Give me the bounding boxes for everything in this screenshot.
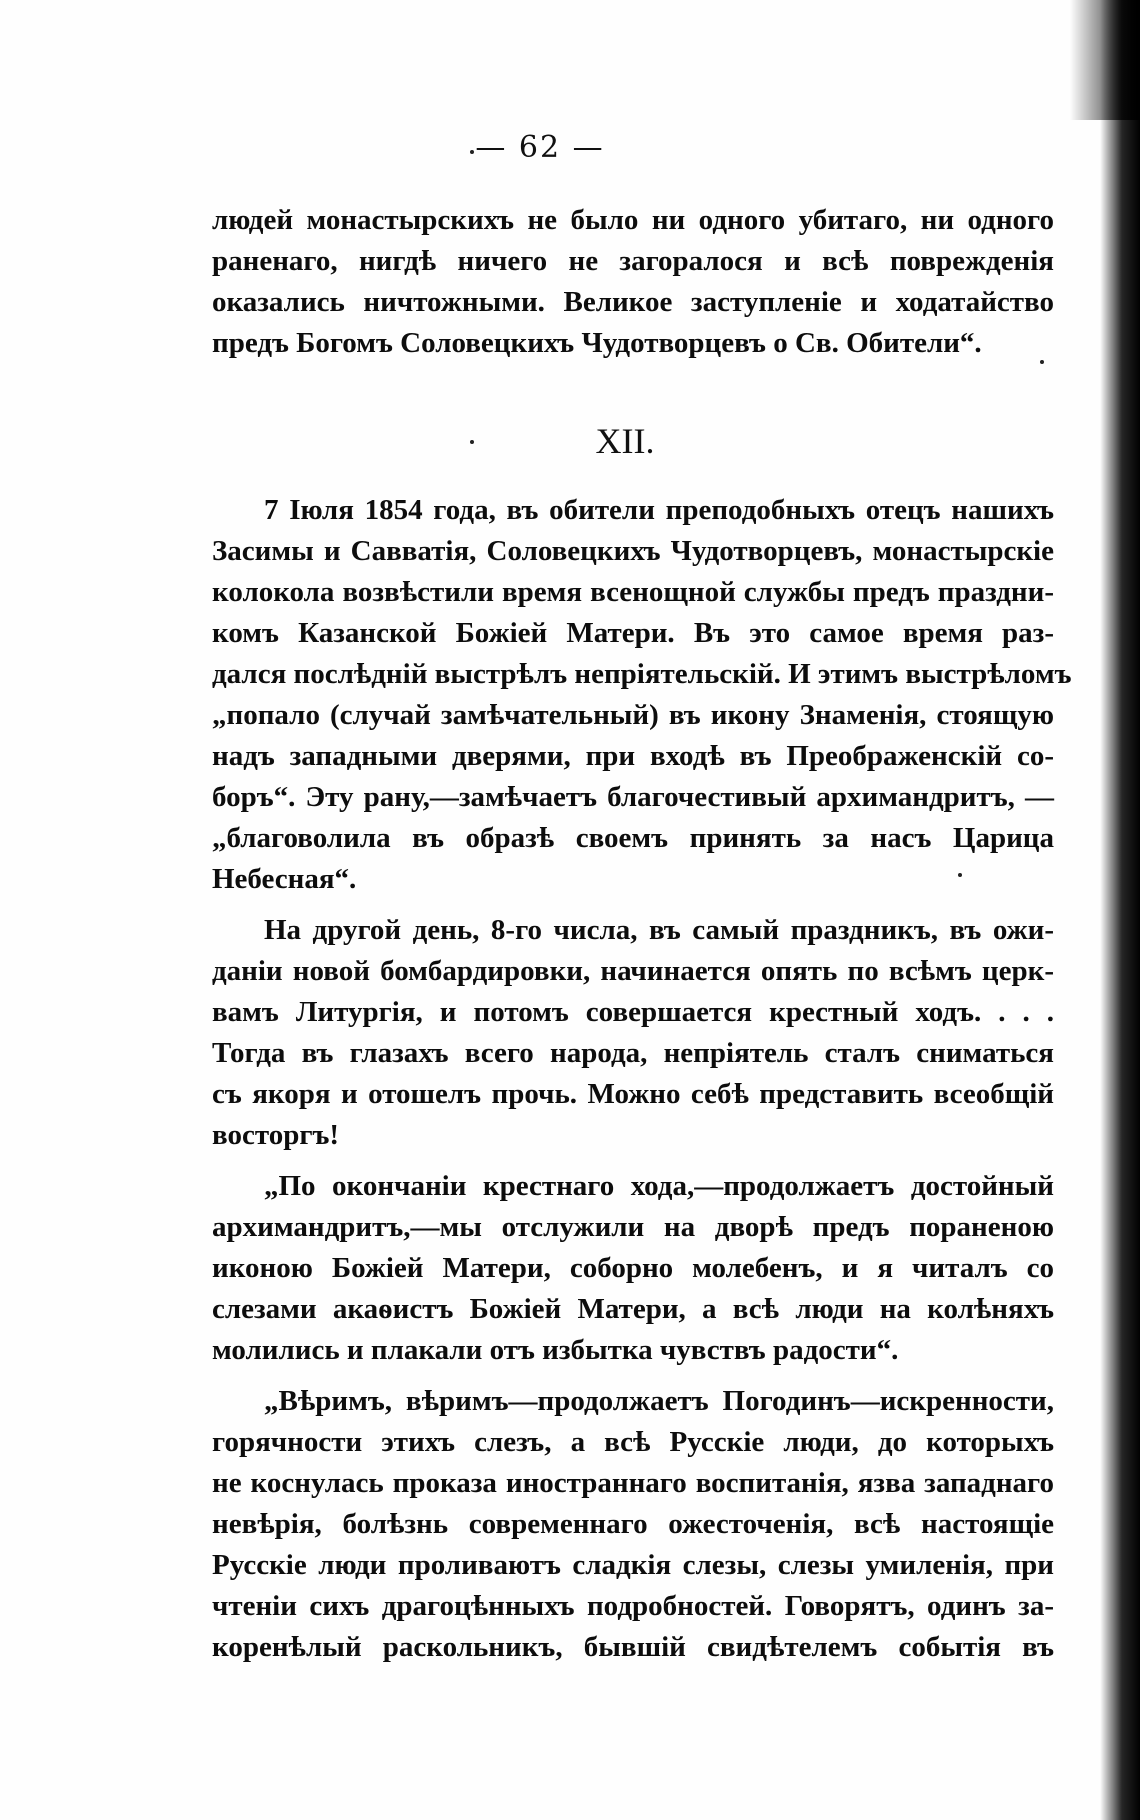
- scan-shadow-corner: [1070, 0, 1140, 120]
- text-line: слезами акаѳистъ Божіей Матери, а всѣ люди на колѣняхъ: [212, 1293, 1054, 1325]
- text-line: предъ Богомъ Соловецкихъ Чудотворцевъ о Св. Обители“.: [212, 327, 982, 359]
- text-line: комъ Казанской Божіей Матери. Въ это самое время раз-: [212, 617, 1054, 649]
- paragraph: [212, 1381, 1054, 1668]
- text-line: архимандритъ,—мы отслужили на дворѣ предъ пораненою: [212, 1211, 1054, 1243]
- text-line: боръ“. Эту рану,—замѣчаетъ благочестивый архимандритъ, —: [212, 781, 1054, 813]
- text-line: На другой день, 8-го числа, въ самый праздникъ, въ ожи-: [264, 914, 1054, 946]
- text-line: вамъ Литургія, и потомъ совершается крестный ходъ. . . .: [212, 996, 1054, 1028]
- text-line: Тогда въ глазахъ всего народа, непріятель сталъ сниматься: [212, 1037, 1054, 1069]
- text-line: „попало (случай замѣчательный) въ икону Знаменія, стоящую: [212, 699, 1054, 731]
- text-line: даніи новой бомбардировки, начинается опять по всѣмъ церк-: [212, 955, 1054, 987]
- continued-paragraph: [212, 200, 1054, 364]
- text-line: людей монастырскихъ не было ни одного убитаго, ни одного: [212, 204, 1054, 236]
- text-line: „По окончаніи крестнаго хода,—продолжаетъ достойный: [264, 1170, 1054, 1202]
- text-line: невѣрія, болѣзнь современнаго ожесточенія, всѣ настоящіе: [212, 1508, 1054, 1540]
- text-line: Засимы и Савватія, Соловецкихъ Чудотворцевъ, монастырскіе: [212, 535, 1054, 567]
- text-line: Небесная“.: [212, 863, 357, 895]
- text-line: горячности этихъ слезъ, а всѣ Русскіе люди, до которыхъ: [212, 1426, 1054, 1458]
- text-line: молились и плакали отъ избытка чувствъ радости“.: [212, 1334, 899, 1366]
- text-line: восторгъ!: [212, 1119, 340, 1151]
- text-line: колокола возвѣстили время всенощной службы предъ праздни-: [212, 576, 1054, 608]
- text-line: чтеніи сихъ драгоцѣнныхъ подробностей. Говорятъ, одинъ за-: [212, 1590, 1054, 1622]
- text-line: „благоволила въ образѣ своемъ принять за насъ Царица: [212, 822, 1054, 854]
- text-line: 7 Іюля 1854 года, въ обители преподобныхъ отецъ нашихъ: [264, 494, 1054, 526]
- text-line: „Вѣримъ, вѣримъ—продолжаетъ Погодинъ—искренности,: [264, 1385, 1054, 1417]
- text-line: Русскіе люди проливаютъ сладкія слезы, слезы умиленія, при: [212, 1549, 1054, 1581]
- text-line: раненаго, нигдѣ ничего не загоралося и всѣ поврежденія: [212, 245, 1054, 277]
- scan-shadow-edge: [1100, 0, 1140, 1820]
- text-line: иконою Божіей Матери, соборно молебенъ, и я читалъ со: [212, 1252, 1054, 1284]
- text-line: дался послѣдній выстрѣлъ непріятельскій. И этимъ выстрѣломъ: [212, 658, 1072, 690]
- section-heading: XII.: [595, 421, 655, 461]
- section-body: [212, 490, 1072, 1668]
- text-line: надъ западными дверями, при входѣ въ Преображенскій со-: [212, 740, 1054, 772]
- text-line: коренѣлый раскольникъ, бывшій свидѣтелемъ событія въ: [212, 1631, 1054, 1663]
- text-line: не коснулась проказа иностраннаго воспитанія, язва западнаго: [212, 1467, 1054, 1499]
- text-line: оказались ничтожными. Великое заступленіе и ходатайство: [212, 286, 1054, 318]
- paragraph: [212, 910, 1054, 1156]
- page-number: — 62 —: [475, 130, 605, 165]
- paragraph: [212, 1166, 1054, 1371]
- paragraph: [212, 490, 1072, 900]
- text-line: съ якоря и отошелъ прочь. Можно себѣ представить всеобщій: [212, 1078, 1054, 1110]
